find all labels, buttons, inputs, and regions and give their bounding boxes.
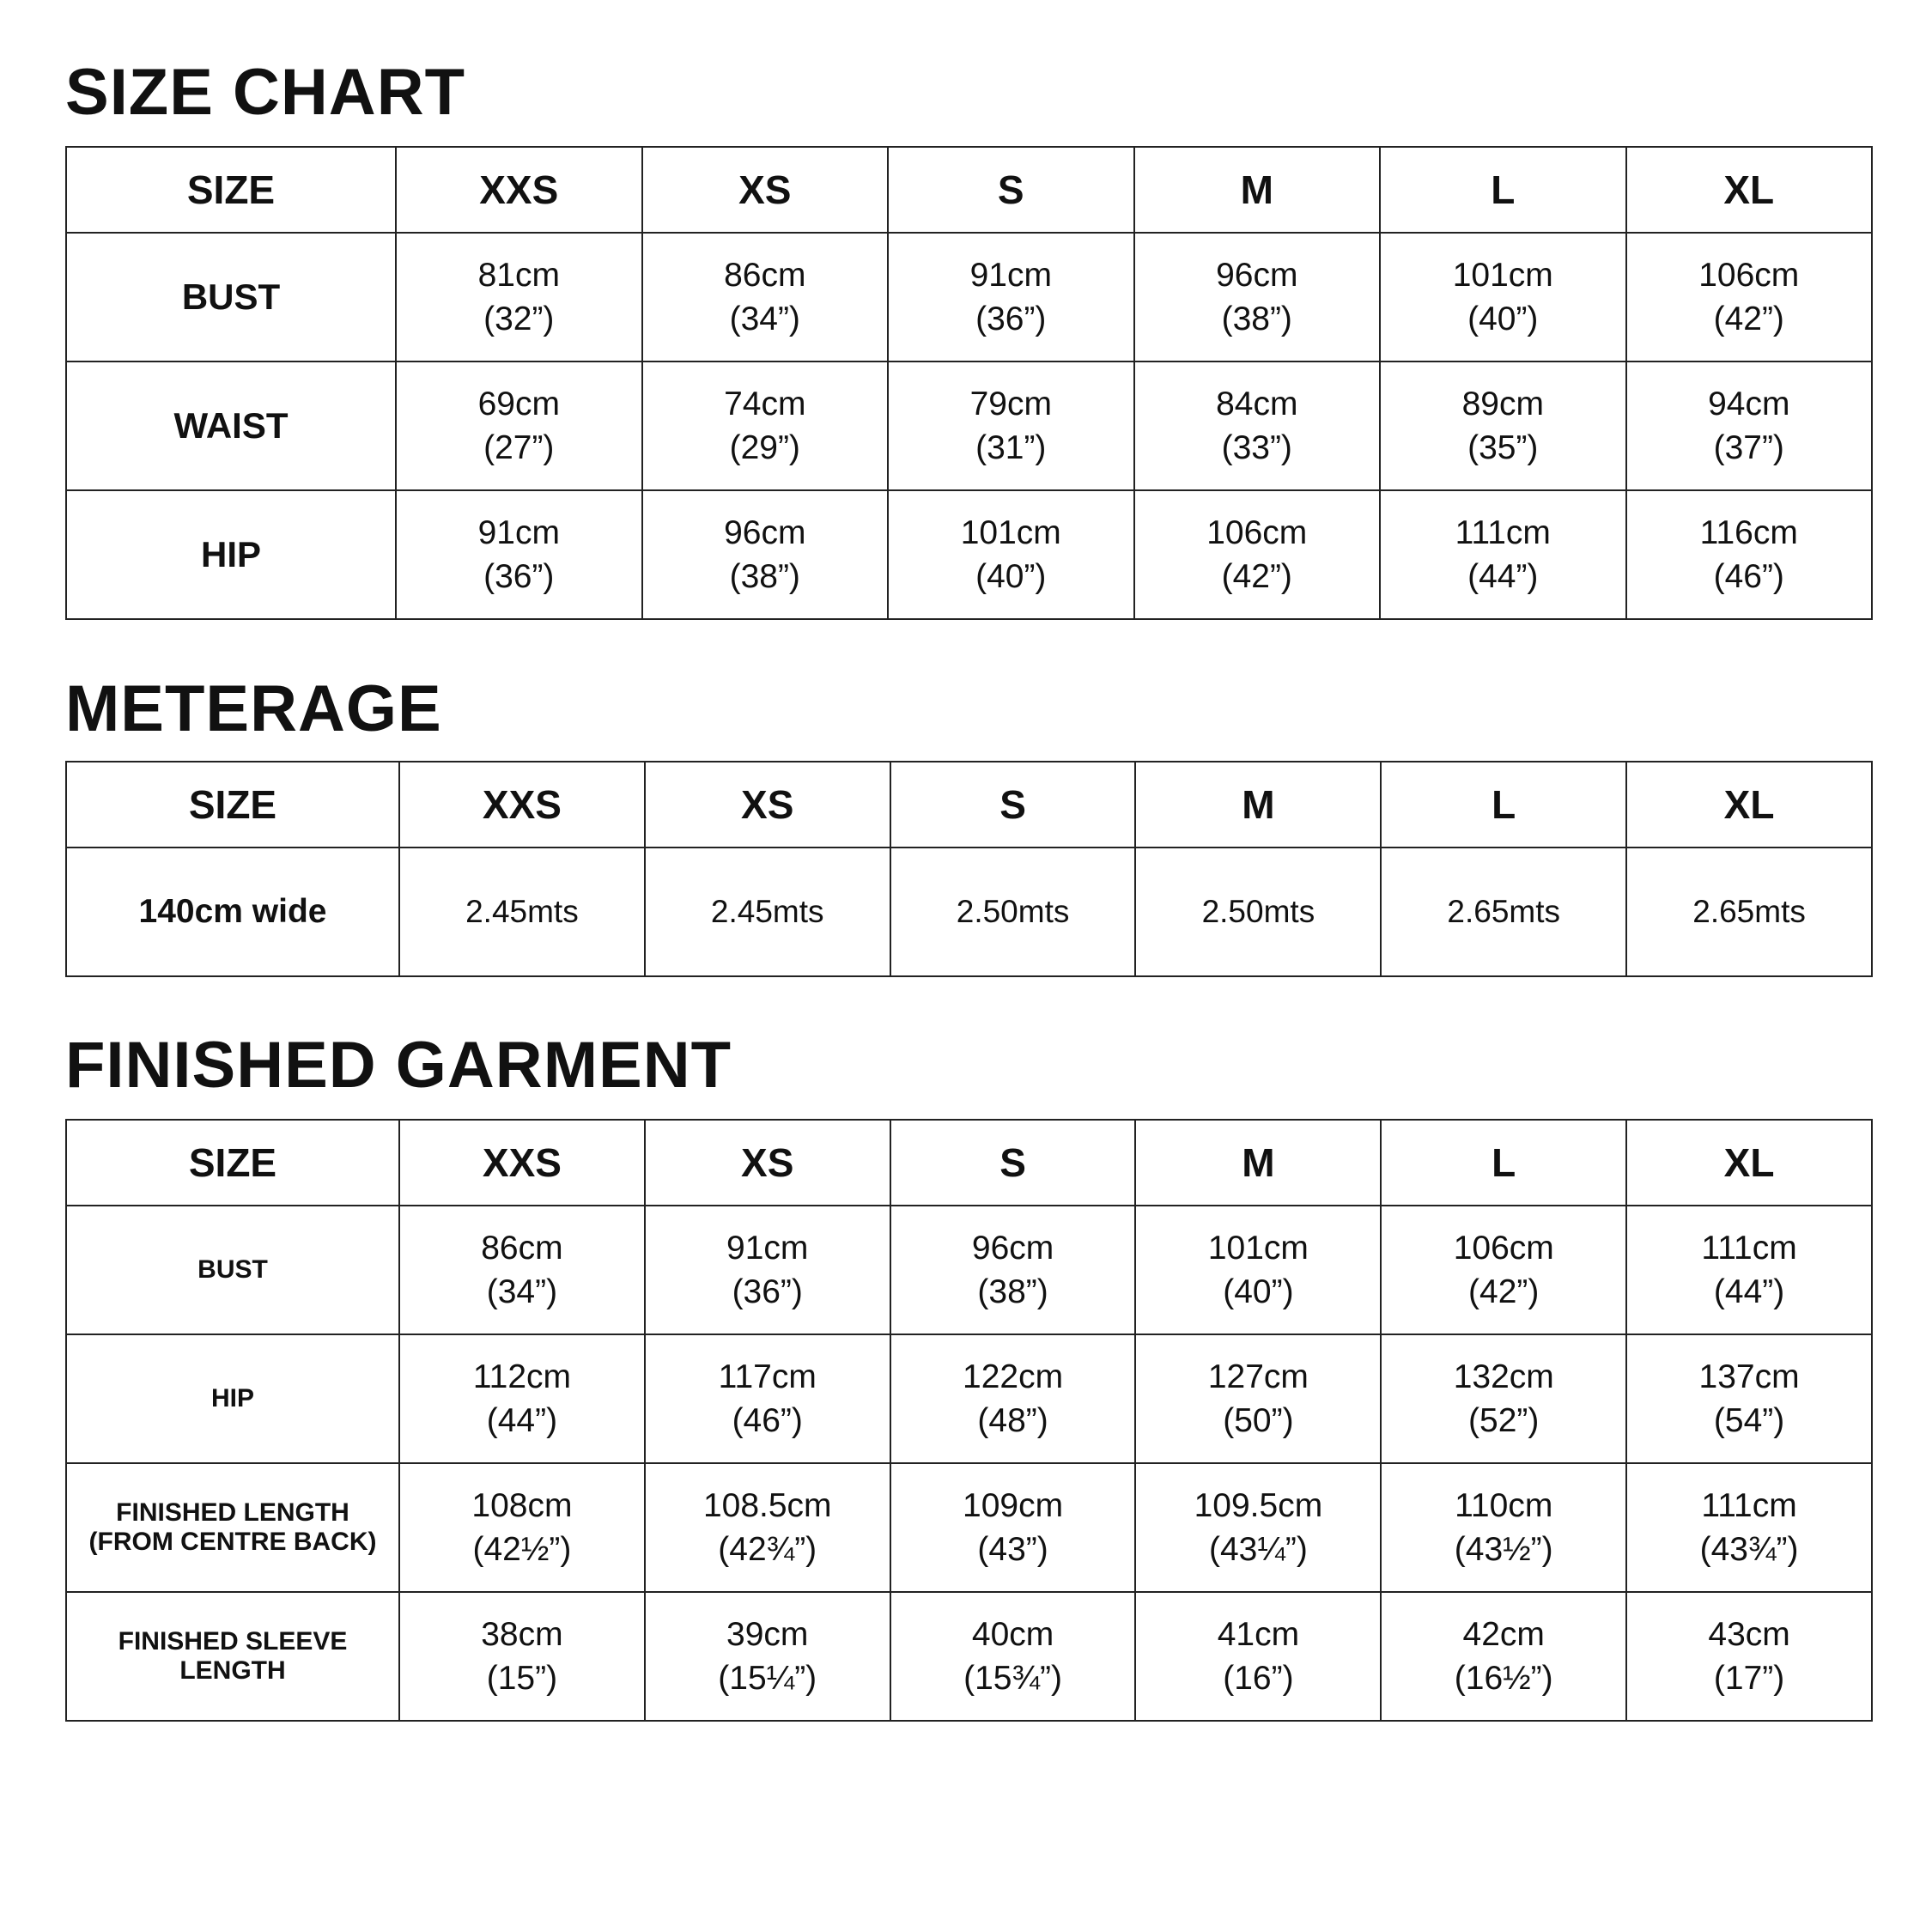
table-cell <box>1626 1206 1872 1334</box>
inch-value: (44”) <box>486 1402 558 1439</box>
table-cell: 2.50mts <box>1135 848 1381 976</box>
table-cell <box>1626 1463 1872 1592</box>
inch-value: (43¼”) <box>1208 1531 1308 1568</box>
inch-value: (46”) <box>1713 558 1784 595</box>
cm-value: 91cm <box>477 513 560 551</box>
row-label-line: LENGTH <box>179 1656 286 1685</box>
inch-value: (15¼”) <box>718 1660 817 1697</box>
table-cell <box>1381 1463 1626 1592</box>
inch-value: (54”) <box>1713 1402 1785 1439</box>
table-cell <box>890 1206 1136 1334</box>
table-row <box>66 1206 1872 1334</box>
table-cell <box>1626 1334 1872 1463</box>
cm-value: 101cm <box>1207 1229 1309 1267</box>
inch-value: (31”) <box>975 429 1047 466</box>
header-size: L <box>1381 762 1626 848</box>
cm-value: 40cm <box>971 1615 1054 1653</box>
header-size: XS <box>645 762 890 848</box>
table-cell <box>645 1463 890 1592</box>
header-size: XL <box>1626 762 1872 848</box>
header-size-label: SIZE <box>66 1120 399 1206</box>
cm-value: 106cm <box>1698 256 1800 294</box>
row-label-line: (FROM CENTRE BACK) <box>88 1528 377 1556</box>
inch-value: (40”) <box>1467 301 1539 337</box>
table-cell: 2.65mts <box>1381 848 1626 976</box>
cm-value: 111cm <box>1455 513 1551 551</box>
table-row <box>66 1334 1872 1463</box>
cm-value: 74cm <box>724 385 806 422</box>
table-cell: 2.65mts <box>1626 848 1872 976</box>
cm-value: 94cm <box>1708 385 1790 422</box>
inch-value: (46”) <box>732 1402 803 1439</box>
inch-value: (43”) <box>977 1531 1048 1568</box>
table-cell <box>645 1592 890 1721</box>
table-cell: 2.45mts <box>399 848 645 976</box>
cm-value: 41cm <box>1217 1615 1300 1653</box>
table-cell <box>888 490 1134 619</box>
cm-value: 91cm <box>969 256 1052 294</box>
table-cell <box>642 233 889 361</box>
size-chart-title: SIZE CHART <box>65 56 465 129</box>
inch-value: (40”) <box>1223 1273 1294 1310</box>
cm-value: 109cm <box>963 1486 1064 1524</box>
table-cell <box>1626 361 1873 490</box>
inch-value: (36”) <box>483 558 555 595</box>
table-cell <box>396 233 642 361</box>
table-cell <box>396 361 642 490</box>
cm-value: 96cm <box>1216 256 1298 294</box>
table-row <box>66 233 1872 361</box>
cm-value: 43cm <box>1708 1615 1790 1653</box>
header-size: XXS <box>399 1120 645 1206</box>
header-size: L <box>1381 1120 1626 1206</box>
cm-value: 111cm <box>1701 1229 1797 1267</box>
cm-value: 81cm <box>477 256 560 294</box>
inch-value: (42”) <box>1713 301 1784 337</box>
meterage-title: METERAGE <box>65 672 442 745</box>
header-size: S <box>888 147 1134 233</box>
inch-value: (17”) <box>1713 1660 1785 1697</box>
table-header-row <box>66 147 1872 233</box>
table-cell <box>1381 1334 1626 1463</box>
table-header-row <box>66 762 1872 848</box>
finished-garment-title: FINISHED GARMENT <box>65 1029 732 1102</box>
inch-value: (36”) <box>732 1273 803 1310</box>
cm-value: 109.5cm <box>1194 1486 1323 1524</box>
cm-value: 96cm <box>971 1229 1054 1267</box>
header-size: XXS <box>396 147 642 233</box>
cm-value: 137cm <box>1698 1358 1800 1395</box>
header-size: XS <box>645 1120 890 1206</box>
inch-value: (34”) <box>486 1273 558 1310</box>
inch-value: (43½”) <box>1454 1531 1553 1568</box>
cm-value: 122cm <box>963 1358 1064 1395</box>
inch-value: (27”) <box>483 429 555 466</box>
inch-value: (42¾”) <box>718 1531 817 1568</box>
row-label <box>66 1334 399 1463</box>
table-row <box>66 1463 1872 1592</box>
cm-value: 38cm <box>481 1615 563 1653</box>
cm-value: 108.5cm <box>702 1486 832 1524</box>
inch-value: (32”) <box>483 301 555 337</box>
cm-value: 117cm <box>718 1358 817 1395</box>
table-cell <box>888 361 1134 490</box>
table-cell: 2.45mts <box>645 848 890 976</box>
table-cell <box>399 1334 645 1463</box>
table-row <box>66 361 1872 490</box>
row-label-line: HIP <box>210 1384 254 1413</box>
header-size: M <box>1135 1120 1381 1206</box>
cm-value: 89cm <box>1461 385 1544 422</box>
table-row <box>66 490 1872 619</box>
cm-value: 39cm <box>726 1615 809 1653</box>
cm-value: 106cm <box>1206 513 1308 551</box>
inch-value: (34”) <box>729 301 800 337</box>
row-label: 140cm wide <box>66 848 399 976</box>
table-row <box>66 1592 1872 1721</box>
inch-value: (43¾”) <box>1699 1531 1799 1568</box>
row-label-line: FINISHED LENGTH <box>116 1498 349 1528</box>
table-cell <box>642 490 889 619</box>
inch-value: (29”) <box>729 429 800 466</box>
row-label: WAIST <box>66 361 396 490</box>
inch-value: (42”) <box>1221 558 1292 595</box>
inch-value: (42½”) <box>472 1531 572 1568</box>
header-size: XL <box>1626 1120 1872 1206</box>
header-size-label: SIZE <box>66 147 396 233</box>
table-cell <box>1135 1592 1381 1721</box>
table-cell <box>1626 490 1873 619</box>
inch-value: (16½”) <box>1454 1660 1553 1697</box>
header-size: XS <box>642 147 889 233</box>
row-label <box>66 1463 399 1592</box>
size-chart-table <box>65 146 1873 620</box>
cm-value: 127cm <box>1207 1358 1309 1395</box>
table-cell <box>1134 361 1381 490</box>
header-size: M <box>1134 147 1381 233</box>
inch-value: (50”) <box>1223 1402 1294 1439</box>
table-cell <box>890 1334 1136 1463</box>
header-size: XXS <box>399 762 645 848</box>
table-cell <box>1380 361 1626 490</box>
table-cell <box>645 1334 890 1463</box>
table-cell <box>396 490 642 619</box>
inch-value: (15”) <box>486 1660 558 1697</box>
cm-value: 101cm <box>960 513 1061 551</box>
table-cell <box>1381 1592 1626 1721</box>
header-size: S <box>890 1120 1136 1206</box>
table-cell <box>1626 233 1873 361</box>
cm-value: 112cm <box>472 1358 571 1395</box>
header-size-label: SIZE <box>66 762 399 848</box>
inch-value: (42”) <box>1468 1273 1540 1310</box>
table-header-row <box>66 1120 1872 1206</box>
table-cell <box>642 361 889 490</box>
table-cell <box>399 1592 645 1721</box>
inch-value: (35”) <box>1467 429 1539 466</box>
row-label: HIP <box>66 490 396 619</box>
table-cell <box>1134 233 1381 361</box>
cm-value: 69cm <box>477 385 560 422</box>
inch-value: (44”) <box>1467 558 1539 595</box>
table-cell <box>1135 1206 1381 1334</box>
inch-value: (44”) <box>1713 1273 1785 1310</box>
table-cell <box>1381 1206 1626 1334</box>
table-cell <box>1134 490 1381 619</box>
cm-value: 79cm <box>969 385 1052 422</box>
inch-value: (52”) <box>1468 1402 1540 1439</box>
cm-value: 86cm <box>481 1229 563 1267</box>
cm-value: 116cm <box>1699 513 1798 551</box>
header-size: XL <box>1626 147 1873 233</box>
inch-value: (40”) <box>975 558 1047 595</box>
table-cell: 2.50mts <box>890 848 1136 976</box>
inch-value: (16”) <box>1223 1660 1294 1697</box>
header-size: S <box>890 762 1136 848</box>
table-cell <box>890 1592 1136 1721</box>
row-label-line: BUST <box>197 1255 268 1285</box>
inch-value: (33”) <box>1221 429 1292 466</box>
inch-value: (38”) <box>729 558 800 595</box>
header-size: L <box>1380 147 1626 233</box>
row-label <box>66 1592 399 1721</box>
row-label <box>66 1206 399 1334</box>
inch-value: (15¾”) <box>963 1660 1062 1697</box>
table-cell <box>1135 1334 1381 1463</box>
cm-value: 110cm <box>1455 1486 1553 1524</box>
table-cell <box>399 1206 645 1334</box>
table-row <box>66 848 1872 976</box>
cm-value: 86cm <box>724 256 806 294</box>
cm-value: 42cm <box>1462 1615 1545 1653</box>
inch-value: (48”) <box>977 1402 1048 1439</box>
table-cell <box>1626 1592 1872 1721</box>
table-cell <box>1380 233 1626 361</box>
inch-value: (36”) <box>975 301 1047 337</box>
meterage-table <box>65 761 1873 977</box>
cm-value: 84cm <box>1216 385 1298 422</box>
cm-value: 91cm <box>726 1229 809 1267</box>
row-label-line: FINISHED SLEEVE <box>118 1627 348 1656</box>
table-cell <box>890 1463 1136 1592</box>
table-cell <box>399 1463 645 1592</box>
finished-garment-table <box>65 1119 1873 1722</box>
cm-value: 101cm <box>1452 256 1553 294</box>
table-cell <box>888 233 1134 361</box>
cm-value: 96cm <box>724 513 806 551</box>
header-size: M <box>1135 762 1381 848</box>
table-cell <box>645 1206 890 1334</box>
table-cell <box>1380 490 1626 619</box>
inch-value: (38”) <box>1221 301 1292 337</box>
cm-value: 106cm <box>1453 1229 1554 1267</box>
row-label: BUST <box>66 233 396 361</box>
cm-value: 132cm <box>1453 1358 1554 1395</box>
inch-value: (38”) <box>977 1273 1048 1310</box>
table-cell <box>1135 1463 1381 1592</box>
cm-value: 111cm <box>1701 1486 1797 1524</box>
cm-value: 108cm <box>471 1486 573 1524</box>
inch-value: (37”) <box>1713 429 1784 466</box>
